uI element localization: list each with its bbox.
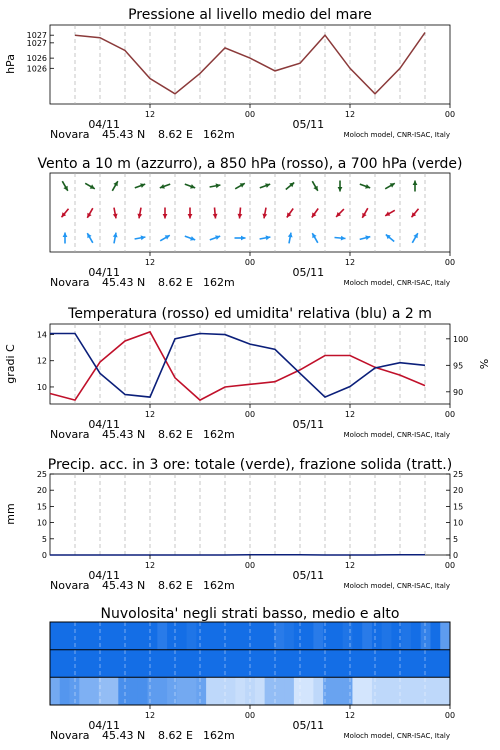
station-name: Novara bbox=[50, 579, 90, 592]
pressure-title: Pressione al livello medio del mare bbox=[128, 7, 372, 23]
credit-label: Moloch model, CNR-ISAC, Italy bbox=[343, 732, 450, 740]
x-tick-label: 12 bbox=[144, 110, 156, 119]
cloud-cell bbox=[313, 622, 323, 650]
cloud-cell bbox=[235, 677, 245, 705]
station-lat: 45.43 N bbox=[102, 428, 146, 441]
station-lon: 8.62 E bbox=[158, 579, 193, 592]
cloud-cell bbox=[206, 677, 216, 705]
cloud-cell bbox=[440, 650, 450, 678]
date-label: 05/11 bbox=[292, 266, 325, 279]
x-tick-label: 00 bbox=[244, 711, 256, 720]
cloud-cell bbox=[70, 650, 80, 678]
cloud-cell bbox=[157, 677, 167, 705]
cloud-cell bbox=[411, 677, 421, 705]
precip-grid bbox=[75, 474, 425, 555]
temp-rh-footer bbox=[50, 404, 455, 441]
cloud-cell bbox=[109, 650, 119, 678]
cloud-cell bbox=[333, 677, 343, 705]
cloud-cell bbox=[60, 622, 70, 650]
station-lon: 8.62 E bbox=[158, 729, 193, 742]
cloud-cell bbox=[284, 677, 294, 705]
y-tick-label: 10 bbox=[36, 382, 47, 392]
station-name: Novara bbox=[50, 128, 90, 141]
cloud-cell bbox=[333, 622, 343, 650]
cloud-cell bbox=[226, 622, 236, 650]
cloud-cell bbox=[352, 677, 362, 705]
cloud-cell bbox=[440, 677, 450, 705]
cloud-cell bbox=[216, 650, 226, 678]
cloud-cell bbox=[99, 650, 109, 678]
wind-grid bbox=[75, 173, 425, 252]
cloud-cell bbox=[362, 622, 372, 650]
cloud-cell bbox=[323, 677, 333, 705]
cloud-cell bbox=[99, 677, 109, 705]
cloud-cell bbox=[89, 650, 99, 678]
wind-footer bbox=[50, 252, 455, 289]
cloud-cell bbox=[284, 622, 294, 650]
date-label: 04/11 bbox=[88, 266, 121, 279]
panel-pressure bbox=[4, 7, 455, 141]
cloud-cell bbox=[372, 677, 382, 705]
y-tick-label: 25 bbox=[453, 470, 464, 479]
cloud-cell bbox=[79, 677, 89, 705]
y-tick-label: 5 bbox=[453, 534, 459, 544]
cloud-cell bbox=[382, 677, 392, 705]
precip-footer bbox=[50, 555, 455, 592]
x-tick-label: 00 bbox=[244, 561, 256, 570]
temp-rh-plot-frame bbox=[50, 324, 450, 404]
cloud-cell bbox=[226, 677, 236, 705]
cloud-cell bbox=[333, 650, 343, 678]
cloud-cell bbox=[216, 622, 226, 650]
credit-label: Moloch model, CNR-ISAC, Italy bbox=[343, 582, 450, 590]
cloud-cell bbox=[440, 622, 450, 650]
cloud-cell bbox=[70, 677, 80, 705]
cloud-cell bbox=[304, 650, 314, 678]
y-tick-label: 10 bbox=[36, 518, 47, 528]
cloud-cell bbox=[196, 650, 206, 678]
pressure-ylabel: hPa bbox=[4, 54, 17, 74]
y-tick-label: 5 bbox=[41, 534, 47, 544]
x-tick-label: 12 bbox=[144, 410, 156, 419]
cloud-cell bbox=[89, 622, 99, 650]
cloud-cell bbox=[401, 622, 411, 650]
date-label: 05/11 bbox=[292, 569, 325, 582]
cloud-cell bbox=[352, 622, 362, 650]
cloud-cell bbox=[167, 677, 177, 705]
cloud-cell bbox=[148, 622, 158, 650]
cloud-cell bbox=[362, 677, 372, 705]
cloud-cell bbox=[235, 622, 245, 650]
date-label: 05/11 bbox=[292, 118, 325, 131]
y-tick-label: 20 bbox=[36, 486, 47, 496]
station-name: Novara bbox=[50, 729, 90, 742]
cloud-cell bbox=[79, 622, 89, 650]
station-lat: 45.43 N bbox=[102, 729, 146, 742]
x-tick-label: 00 bbox=[244, 258, 256, 267]
cloud-cell bbox=[177, 622, 187, 650]
temp-ylabel: gradi C bbox=[4, 344, 17, 384]
cloud-cell bbox=[79, 650, 89, 678]
cloud-cell bbox=[372, 650, 382, 678]
y-tick-label: 10 bbox=[453, 518, 464, 528]
cloud-cell bbox=[70, 622, 80, 650]
y-tick-label: 20 bbox=[453, 486, 464, 496]
cloud-cell bbox=[430, 622, 440, 650]
cloud-cell bbox=[89, 677, 99, 705]
cloud-cell bbox=[411, 622, 421, 650]
y-tick-label: 1027 bbox=[26, 38, 47, 48]
cloud-cell bbox=[343, 622, 353, 650]
cloud-cell bbox=[430, 677, 440, 705]
precip-ylabel: mm bbox=[4, 503, 17, 525]
x-tick-label: 00 bbox=[444, 110, 456, 119]
x-tick-label: 12 bbox=[344, 561, 356, 570]
cloud-cell bbox=[99, 622, 109, 650]
cloud-cell bbox=[265, 622, 275, 650]
cloud-cell bbox=[187, 677, 197, 705]
date-label: 05/11 bbox=[292, 719, 325, 732]
cloud-cell bbox=[421, 650, 431, 678]
cloud-cell bbox=[255, 622, 265, 650]
cloud-cell bbox=[177, 650, 187, 678]
cloud-cell bbox=[128, 677, 138, 705]
cloud-cell bbox=[235, 650, 245, 678]
temp-rh-grid bbox=[75, 324, 425, 404]
wind-arrow-head bbox=[413, 181, 418, 186]
x-tick-label: 12 bbox=[144, 258, 156, 267]
station-elevation: 162m bbox=[203, 428, 235, 441]
humidity-series-line bbox=[50, 334, 425, 398]
cloud-cell bbox=[138, 622, 148, 650]
credit-label: Moloch model, CNR-ISAC, Italy bbox=[343, 431, 450, 439]
x-tick-label: 12 bbox=[344, 711, 356, 720]
station-lat: 45.43 N bbox=[102, 276, 146, 289]
cloud-cell bbox=[265, 650, 275, 678]
wind-arrow-head bbox=[238, 214, 243, 219]
cloud-cell bbox=[157, 622, 167, 650]
credit-label: Moloch model, CNR-ISAC, Italy bbox=[343, 279, 450, 287]
x-tick-label: 00 bbox=[444, 410, 456, 419]
cloud-cell bbox=[109, 677, 119, 705]
cloud-cell bbox=[118, 622, 128, 650]
y-tick-label: 0 bbox=[453, 551, 459, 560]
panel-cloud bbox=[50, 606, 455, 742]
cloud-cell bbox=[255, 677, 265, 705]
cloud-cell bbox=[118, 650, 128, 678]
cloud-cell bbox=[187, 650, 197, 678]
station-elevation: 162m bbox=[203, 128, 235, 141]
panel-wind bbox=[37, 156, 462, 289]
cloud-cell bbox=[167, 622, 177, 650]
cloud-cell bbox=[294, 677, 304, 705]
panel-precip bbox=[4, 457, 463, 592]
temperature-series-line bbox=[50, 332, 425, 400]
date-label: 04/11 bbox=[88, 118, 121, 131]
y-tick-label: 15 bbox=[453, 502, 464, 512]
station-name: Novara bbox=[50, 428, 90, 441]
station-lon: 8.62 E bbox=[158, 276, 193, 289]
date-label: 04/11 bbox=[88, 719, 121, 732]
precip-title: Precip. acc. in 3 ore: totale (verde), frazione solida (tratt.) bbox=[47, 457, 453, 473]
cloud-cell bbox=[138, 677, 148, 705]
cloud-cell bbox=[411, 650, 421, 678]
cloud-cell bbox=[148, 677, 158, 705]
y-tick-label: 1027 bbox=[26, 31, 47, 41]
panel-temp-rh bbox=[4, 306, 491, 441]
cloud-cell bbox=[167, 650, 177, 678]
y-tick-label: 1026 bbox=[26, 64, 47, 74]
x-tick-label: 12 bbox=[344, 110, 356, 119]
cloud-cell bbox=[304, 677, 314, 705]
date-label: 05/11 bbox=[292, 418, 325, 431]
cloud-cell bbox=[157, 650, 167, 678]
cloud-cell bbox=[206, 622, 216, 650]
cloud-cell bbox=[274, 677, 284, 705]
cloud-cell bbox=[274, 622, 284, 650]
cloud-cell bbox=[60, 677, 70, 705]
cloud-cell bbox=[284, 650, 294, 678]
x-tick-label: 00 bbox=[444, 258, 456, 267]
y-tick-label: 90 bbox=[453, 387, 464, 397]
cloud-cell bbox=[196, 622, 206, 650]
rh-ylabel: % bbox=[478, 358, 491, 370]
cloud-cell bbox=[118, 677, 128, 705]
precip-plot-frame bbox=[50, 474, 450, 555]
cloud-cell bbox=[421, 622, 431, 650]
cloud-cell bbox=[294, 622, 304, 650]
cloud-cell bbox=[148, 650, 158, 678]
y-tick-label: 100 bbox=[453, 334, 469, 344]
cloud-cell bbox=[138, 650, 148, 678]
cloud-cell bbox=[265, 677, 275, 705]
x-tick-label: 00 bbox=[444, 561, 456, 570]
cloud-cell bbox=[128, 650, 138, 678]
credit-label: Moloch model, CNR-ISAC, Italy bbox=[343, 131, 450, 139]
wind-arrow-head bbox=[338, 187, 343, 192]
x-tick-label: 12 bbox=[144, 561, 156, 570]
cloud-cell bbox=[216, 677, 226, 705]
cloud-cell bbox=[362, 650, 372, 678]
station-lat: 45.43 N bbox=[102, 579, 146, 592]
cloud-cell bbox=[313, 650, 323, 678]
cloud-cell bbox=[343, 677, 353, 705]
station-lat: 45.43 N bbox=[102, 128, 146, 141]
pressure-plot-frame bbox=[50, 25, 450, 104]
cloud-cell bbox=[50, 622, 60, 650]
x-tick-label: 00 bbox=[244, 410, 256, 419]
cloud-cell bbox=[206, 650, 216, 678]
wind-arrow-head bbox=[163, 214, 168, 219]
cloud-cell bbox=[382, 650, 392, 678]
cloud-cell bbox=[304, 622, 314, 650]
temp-rh-title: Temperatura (rosso) ed umidita' relativa (blu) a 2 m bbox=[68, 306, 432, 322]
cloud-cell bbox=[372, 622, 382, 650]
date-label: 04/11 bbox=[88, 418, 121, 431]
y-tick-label: 12 bbox=[36, 356, 47, 366]
cloud-cell bbox=[50, 650, 60, 678]
wind-arrows bbox=[62, 181, 419, 244]
cloud-cell bbox=[323, 650, 333, 678]
cloud-cell bbox=[382, 622, 392, 650]
cloud-cell bbox=[226, 650, 236, 678]
cloud-cell bbox=[274, 650, 284, 678]
x-tick-label: 12 bbox=[344, 258, 356, 267]
x-tick-label: 00 bbox=[444, 711, 456, 720]
station-lon: 8.62 E bbox=[158, 428, 193, 441]
cloud-cell bbox=[109, 622, 119, 650]
cloud-cell bbox=[187, 622, 197, 650]
wind-arrow-head bbox=[188, 214, 193, 219]
x-tick-label: 12 bbox=[144, 711, 156, 720]
cloud-cell bbox=[401, 650, 411, 678]
cloud-cell bbox=[430, 650, 440, 678]
wind-arrow-head bbox=[341, 236, 346, 241]
pressure-footer bbox=[50, 104, 455, 141]
wind-arrow-head bbox=[63, 233, 68, 238]
date-label: 04/11 bbox=[88, 569, 121, 582]
cloud-cell bbox=[313, 677, 323, 705]
cloud-cell bbox=[196, 677, 206, 705]
cloud-cell bbox=[50, 677, 60, 705]
cloud-cell bbox=[60, 650, 70, 678]
cloud-cell bbox=[294, 650, 304, 678]
cloud-cell bbox=[343, 650, 353, 678]
y-tick-label: 95 bbox=[453, 361, 464, 371]
cloud-cell bbox=[352, 650, 362, 678]
cloud-title: Nuvolosita' negli strati basso, medio e alto bbox=[100, 606, 400, 622]
cloud-cell bbox=[421, 677, 431, 705]
y-tick-label: 15 bbox=[36, 502, 47, 512]
cloud-cell bbox=[128, 622, 138, 650]
y-tick-label: 14 bbox=[36, 330, 47, 340]
cloud-cell bbox=[323, 622, 333, 650]
cloud-footer bbox=[50, 705, 455, 742]
cloud-cell bbox=[401, 677, 411, 705]
station-elevation: 162m bbox=[203, 276, 235, 289]
cloud-cell bbox=[255, 650, 265, 678]
station-lon: 8.62 E bbox=[158, 128, 193, 141]
station-name: Novara bbox=[50, 276, 90, 289]
wind-arrow-head bbox=[241, 236, 246, 241]
cloud-cell bbox=[177, 677, 187, 705]
y-tick-label: 0 bbox=[41, 551, 47, 560]
y-tick-label: 1026 bbox=[26, 54, 47, 64]
wind-title: Vento a 10 m (azzurro), a 850 hPa (rosso), a 700 hPa (verde) bbox=[37, 156, 463, 172]
x-tick-label: 12 bbox=[344, 410, 356, 419]
y-tick-label: 25 bbox=[36, 470, 47, 479]
station-elevation: 162m bbox=[203, 579, 235, 592]
wind-arrow-head bbox=[213, 214, 218, 219]
x-tick-label: 00 bbox=[244, 110, 256, 119]
station-elevation: 162m bbox=[203, 729, 235, 742]
